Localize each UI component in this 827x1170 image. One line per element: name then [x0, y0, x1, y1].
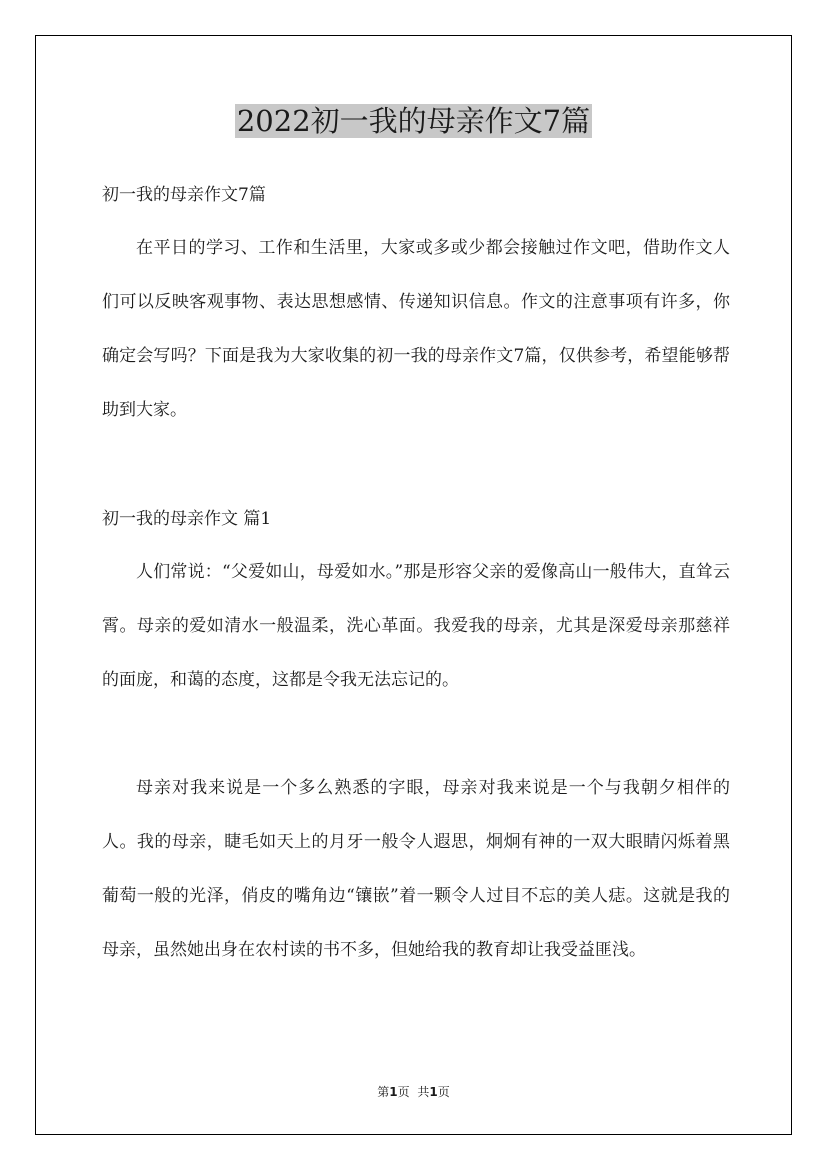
body-paragraph: 母亲对我来说是一个多么熟悉的字眼，母亲对我来说是一个与我朝夕相伴的人。我的母亲，睫毛如天上的月牙一般令人遐思，炯炯有神的一双大眼睛闪烁着黑葡萄一般的光泽，俏皮的嘴角边“镶嵌”着一颗令人过目不忘的美人痣。这就是我的母亲，虽然她出身在农村读的书不多，但她给我的教育却让我受益匪浅。	[102, 778, 730, 960]
footer-page-suffix: 页	[397, 1085, 410, 1099]
page-footer	[0, 1084, 827, 1100]
document-title-text: 2022初一我的母亲作文7篇	[236, 104, 591, 138]
footer-total-suffix: 页	[437, 1085, 450, 1099]
footer-total-pages: 1	[429, 1085, 438, 1099]
document-title	[0, 100, 827, 142]
footer-total-prefix: 共	[417, 1085, 430, 1099]
intro-paragraph: 在平日的学习、工作和生活里，大家或多或少都会接触过作文吧，借助作文人们可以反映客观事物、表达思想感情、传递知识信息。作文的注意事项有许多，你确定会写吗？下面是我为大家收集的初一我的母亲作文7篇，仅供参考，希望能够帮助到大家。	[102, 238, 730, 420]
footer-page-number: 1	[389, 1085, 398, 1099]
section-heading: 初一我的母亲作文 篇1	[102, 509, 272, 529]
footer-page-prefix: 第	[377, 1085, 390, 1099]
body-paragraph: 人们常说：“父爱如山，母爱如水。”那是形容父亲的爱像高山一般伟大，直耸云霄。母亲的爱如清水一般温柔，洗心革面。我爱我的母亲，尤其是深爱母亲那慈祥的面庞，和蔼的态度，这都是令我无法忘记的。	[102, 562, 730, 690]
intro-heading: 初一我的母亲作文7篇	[102, 185, 266, 205]
